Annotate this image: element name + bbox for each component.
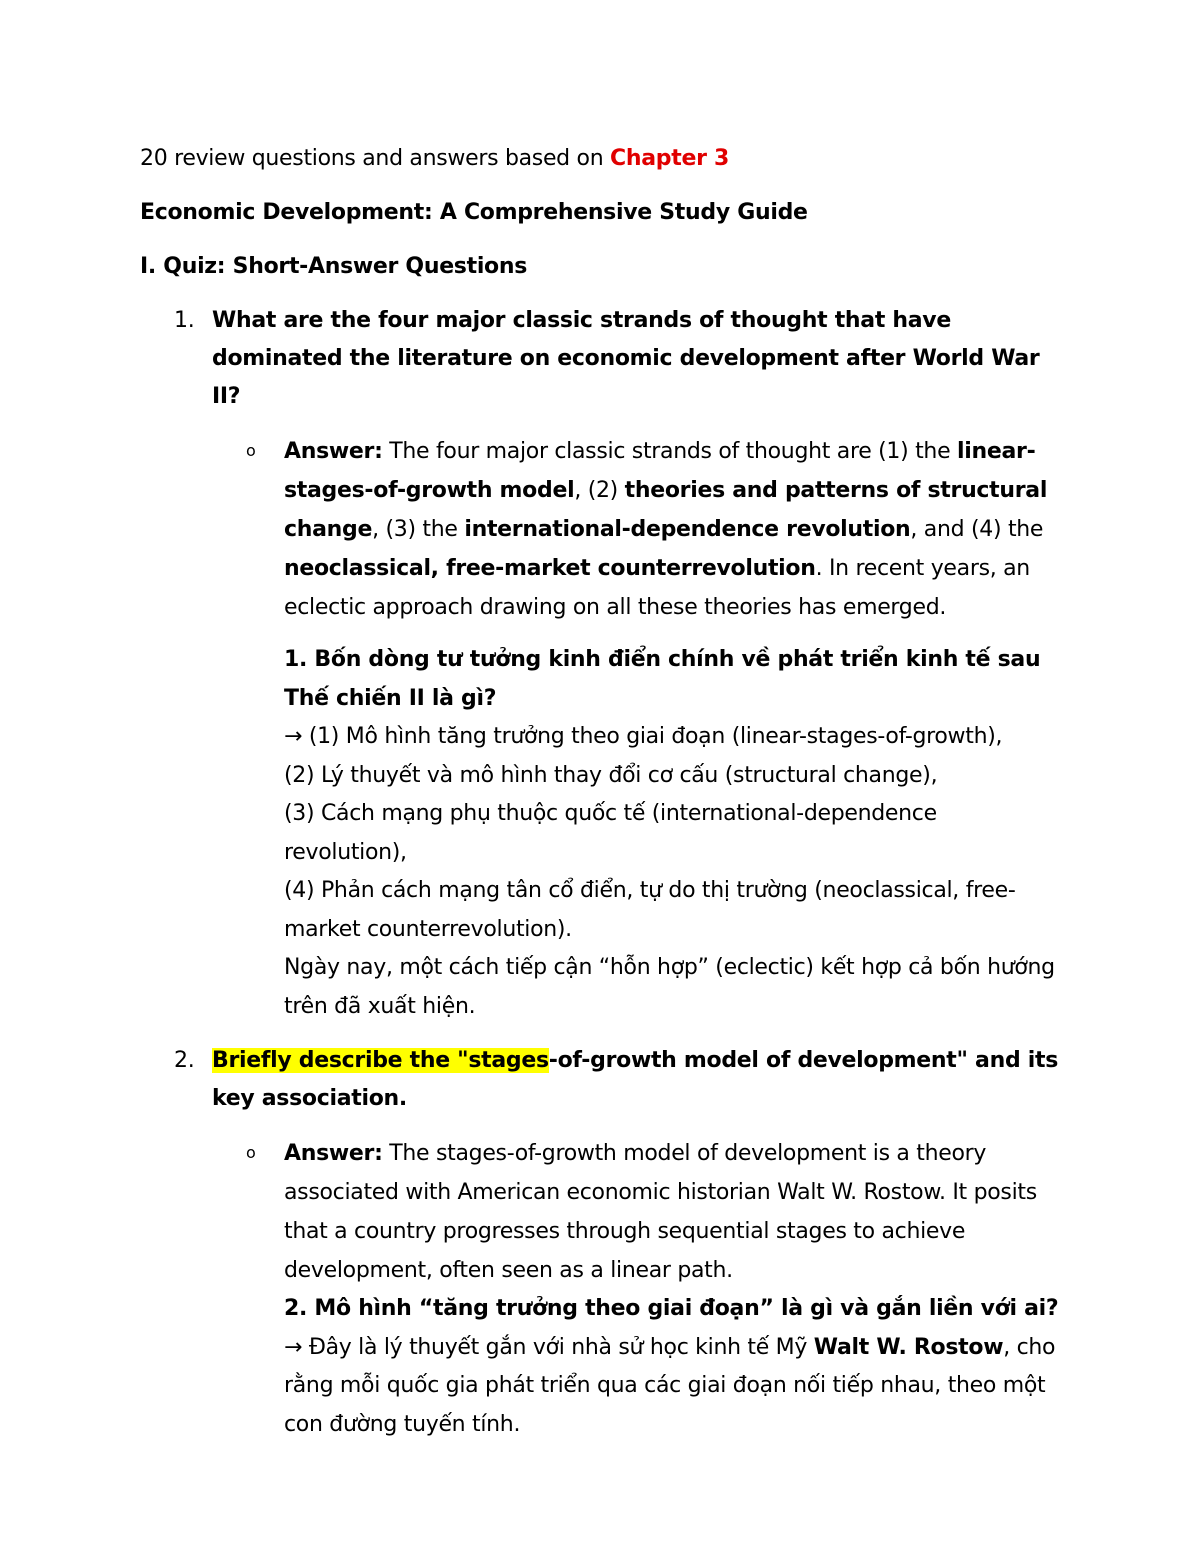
answer-term: linear-stages-of-growth model <box>284 439 1036 503</box>
vn-question-1: 1. Bốn dòng tư tưởng kinh điển chính về phát triển kinh tế sau Thế chiến II là gì? <box>284 647 1041 711</box>
answer-part: , and (4) the <box>910 517 1044 542</box>
chapter-label: Chapter 3 <box>610 146 730 171</box>
answer-block-2 <box>140 1134 1065 1290</box>
vn-line: (3) Cách mạng phụ thuộc quốc tế (international-dependence revolution), <box>284 801 937 865</box>
bullet-icon: o <box>246 1143 256 1162</box>
question-number-1: 1. <box>174 308 195 333</box>
bullet-icon: o <box>246 441 256 460</box>
intro-text: 20 review questions and answers based on <box>140 146 611 171</box>
section-title: I. Quiz: Short-Answer Questions <box>140 254 528 279</box>
answer-text-1 <box>284 432 1065 627</box>
document-page <box>140 140 1065 1444</box>
answer-label: Answer: <box>284 439 383 464</box>
question-item-1 <box>140 302 1065 416</box>
vietnamese-translation-2 <box>140 1290 1065 1444</box>
answer-part: , (2) <box>574 478 625 503</box>
vn-part: , cho rằng mỗi quốc gia phát triển qua các giai đoạn nối tiếp nhau, theo một con đường tuyến tính. <box>284 1334 1056 1437</box>
vn-question-2: 2. Mô hình “tăng trưởng theo giai đoạn” là gì và gắn liền với ai? <box>284 1296 1059 1321</box>
guide-title: Economic Development: A Comprehensive Study Guide <box>140 200 808 225</box>
vn-line: (2) Lý thuyết và mô hình thay đổi cơ cấu (structural change), <box>284 762 938 788</box>
answer-part: . In recent years, an eclectic approach drawing on all these theories has emerged. <box>284 556 1030 620</box>
answer-term: theories and patterns of structural change <box>284 478 1048 542</box>
answer-part: The four major classic strands of thought are (1) the <box>382 439 958 464</box>
answer-label: Answer: <box>284 1141 383 1166</box>
answer-block-1 <box>140 432 1065 627</box>
answer-text-2 <box>284 1134 1065 1290</box>
answer-part: , (3) the <box>372 517 465 542</box>
intro-line <box>140 140 1065 178</box>
question-rest: -of-growth model of development" and its key association. <box>212 1048 1058 1111</box>
answer-term: international-dependence revolution <box>464 517 911 542</box>
answer-term: neoclassical, free-market counterrevolution <box>284 556 816 581</box>
vn-line: Ngày nay, một cách tiếp cận “hỗn hợp” (eclectic) kết hợp cả bốn hướng trên đã xuất hiện. <box>284 955 1055 1019</box>
vietnamese-translation-1 <box>140 641 1065 1026</box>
question-item-2 <box>140 1042 1065 1118</box>
question-text-1: What are the four major classic strands of thought that have dominated the literature on economic development after World War II? <box>212 308 1040 409</box>
question-number-2: 2. <box>174 1048 195 1073</box>
highlighted-text: Briefly describe the "stages <box>212 1048 549 1073</box>
answer-part: The stages-of-growth model of development is a theory associated with American economic historian Walt W. Rostow. It posits that a country progresses through sequential stages to achieve development, often seen as a linear path. <box>284 1141 1037 1283</box>
vn-name: Walt W. Rostow <box>813 1334 1004 1360</box>
vn-line <box>284 1329 1065 1445</box>
vn-line: → (1) Mô hình tăng trưởng theo giai đoạn (linear-stages-of-growth), <box>284 724 1003 749</box>
vn-part: → Đây là lý thuyết gắn với nhà sử học kinh tế Mỹ <box>284 1334 814 1360</box>
vn-line: (4) Phản cách mạng tân cổ điển, tự do thị trường (neoclassical, free-market counterrevolution). <box>284 878 1016 942</box>
question-text-2 <box>212 1042 1065 1118</box>
